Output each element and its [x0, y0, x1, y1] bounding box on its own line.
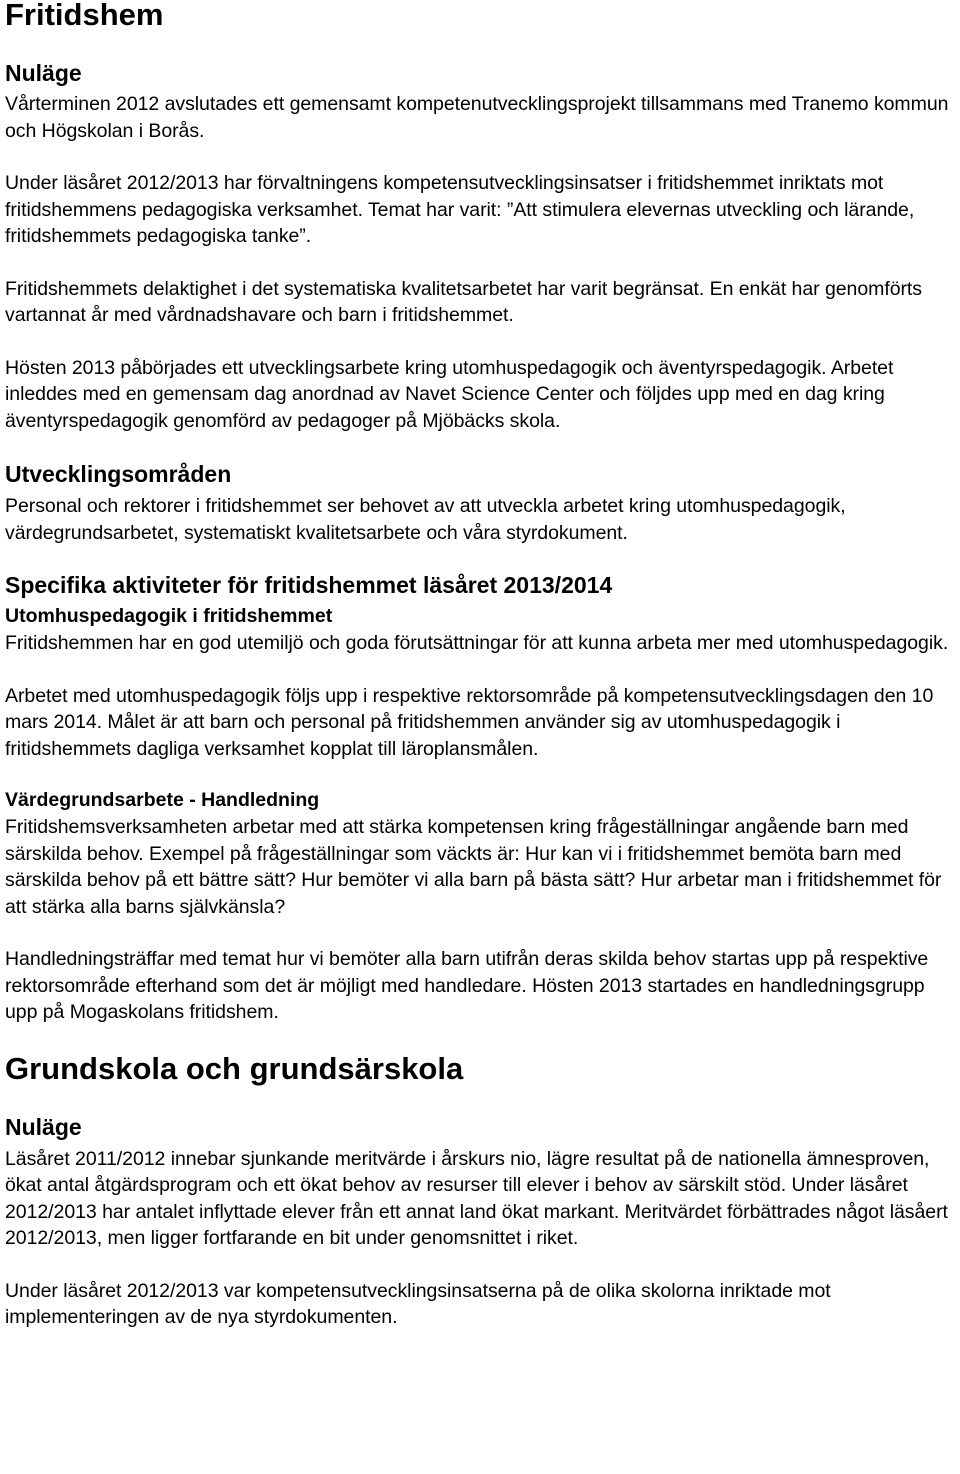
paragraph-5: Personal och rektorer i fritidshemmet ser behovet av att utveckla arbetet kring utomhuspedagogik, värdegrundsarbetet, systematiskt kvalitetsarbete och våra styrdokument.: [5, 495, 846, 544]
paragraph-2: Under läsåret 2012/2013 har förvaltningens kompetensutvecklingsinsatser i fritidshemmet inriktats mot fritidshemmens pedagogiska verksamhet. Temat har varit: ”Att stimulera elevernas utveckling och lärande, fritidshemmets pedagogiska tanke”.: [5, 172, 915, 247]
paragraph-1: Vårterminen 2012 avslutades ett gemensamt kompetenutvecklingsprojekt tillsammans med Tranemo kommun och Högskolan i Borås.: [5, 93, 949, 142]
paragraph-9: Handledningsträffar med temat hur vi bemöter alla barn utifrån deras skilda behov startas upp på respektive rektorsområde efterhand som det är möjligt med handledare. Hösten 2013 startades en handledningsgrupp upp på Mogaskolans fritidshem.: [5, 948, 929, 1023]
page-title: Fritidshem: [5, 0, 164, 32]
paragraph-4: Hösten 2013 påbörjades ett utvecklingsarbete kring utomhuspedagogik och äventyrspedagogik. Arbetet inleddes med en gemensam dag anordnad av Navet Science Center och följdes upp med en dag kring äventyrspedagogik genomförd av pedagoger på Mjöbäcks skola.: [5, 356, 894, 432]
section-heading-utvecklingsomraden: Utvecklingsområden: [5, 461, 232, 487]
section-heading-nulage: Nuläge: [5, 60, 82, 86]
paragraph-6: Fritidshemmen har en god utemiljö och goda förutsättningar för att kunna arbeta mer med utomhuspedagogik.: [5, 632, 949, 654]
section-heading-specifika-aktiviteter: Specifika aktiviteter för fritidshemmet läsåret 2013/2014: [5, 572, 613, 598]
paragraph-11: Under läsåret 2012/2013 var kompetensutvecklingsinsatserna på de olika skolorna inriktade mot implementeringen av de nya styrdokumenten.: [5, 1279, 831, 1328]
section-heading-grundskola: Grundskola och grundsärskola: [5, 1050, 464, 1086]
paragraph-10: Läsåret 2011/2012 innebar sjunkande meritvärde i årskurs nio, lägre resultat på de nationella ämnesproven, ökat antal åtgärdsprogram och ett ökat behov av resurser till elever i behov av särskilt stöd. Under läsåret 2012/2013 har antalet inflyttade elever från ett annat land ökat markant. Meritvärdet förbättrades något läsåert 2012/2013, men ligger fortfarande en bit under genomsnittet i riket.: [5, 1147, 948, 1249]
paragraph-7: Arbetet med utomhuspedagogik följs upp i respektive rektorsområde på kompetensutvecklingsdagen den 10 mars 2014. Målet är att barn och personal på fritidshemmen använder sig av utomhuspedagogik i fritidshemmets dagliga verksamhet kopplat till läroplansmålen.: [5, 684, 934, 760]
paragraph-8: Fritidshemsverksamheten arbetar med att stärka kompetensen kring frågeställningar angående barn med särskilda behov. Exempel på frågeställningar som väckts är: Hur kan vi i fritidshemmet bemöta barn med särskilda behov på ett bättre sätt? Hur bemöter vi alla barn på bästa sätt? Hur arbetar man i fritidshemmet för att stärka alla barns självkänsla?: [5, 816, 942, 918]
document-page: [5, 0, 960, 1331]
subheading-utomhuspedagogik: Utomhuspedagogik i fritidshemmet: [5, 605, 333, 627]
section-heading-nulage-2: Nuläge: [5, 1113, 82, 1140]
paragraph-3: Fritidshemmets delaktighet i det systematiska kvalitetsarbetet har varit begränsat. En enkät har genomförts vartannat år med vårdnadshavare och barn i fritidshemmet.: [5, 277, 922, 326]
subheading-vardegrundsarbete: Värdegrundsarbete - Handledning: [5, 789, 320, 811]
